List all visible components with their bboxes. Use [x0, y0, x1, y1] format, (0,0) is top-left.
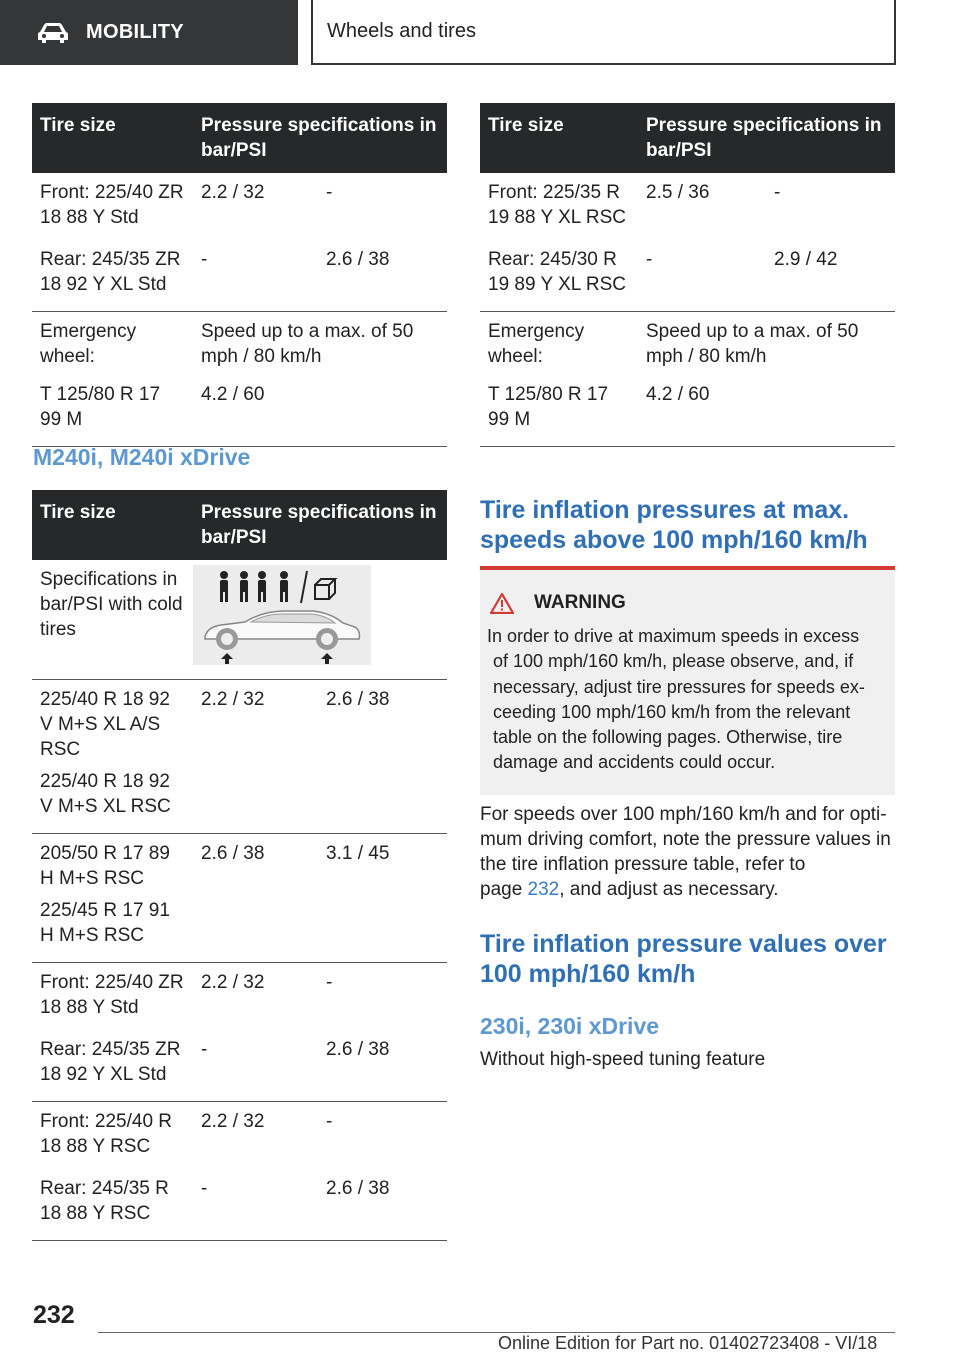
pressure-table-top-right — [480, 103, 895, 447]
pressure-cell: 2.6 / 38 — [318, 240, 447, 312]
table-row — [480, 312, 895, 376]
table-row — [32, 1102, 447, 1170]
header-pressure: Pressure specifications in bar/PSI — [193, 103, 447, 173]
pressure-cell: 2.6 / 38 — [318, 1169, 447, 1241]
tire-size-a: 225/40 R 18 92 V M+S XL A/S RSC — [40, 689, 170, 760]
pressure-cell: 2.6 / 38 — [318, 1030, 447, 1102]
emergency-speed: Speed up to a max. of 50 mph / 80 km/h — [646, 321, 859, 367]
paragraph-line: mum driving comfort, note the pressure values in — [480, 829, 891, 850]
warning-title: WARNING — [534, 592, 626, 613]
model-heading-m240i: M240i, M240i xDrive — [33, 444, 251, 470]
warning-triangle-icon — [490, 592, 514, 614]
header-tire-size: Tire size — [480, 103, 638, 173]
pressure-table-m240i — [32, 490, 447, 1241]
table-row — [480, 375, 895, 447]
tire-size-a: 205/50 R 17 89 H M+S RSC — [40, 843, 170, 889]
warning-box — [480, 566, 895, 795]
tire-size-cell — [32, 834, 193, 963]
warning-line: ceeding 100 mph/160 km/h from the relevant — [493, 701, 851, 722]
pressure-cell: - — [326, 1111, 333, 1132]
tire-size-cell: Front: 225/35 R 19 88 Y XL RSC — [488, 182, 627, 228]
car-icon — [36, 22, 70, 44]
warning-text — [487, 624, 885, 776]
pressure-cell: 2.2 / 32 — [201, 1111, 265, 1132]
pressure-cell: - — [326, 182, 333, 203]
pressure-cell: 2.6 / 38 — [193, 834, 318, 963]
warning-line: In order to drive at maximum speeds in excess — [487, 626, 860, 646]
table-row — [32, 963, 447, 1031]
table-row — [32, 240, 447, 312]
table-row — [32, 560, 447, 680]
chapter-title: Wheels and tires — [327, 20, 476, 42]
note-230i: Without high-speed tuning feature — [480, 1049, 766, 1070]
emergency-size: T 125/80 R 17 99 M — [32, 375, 193, 447]
table-row — [32, 173, 447, 240]
tire-size-cell: Rear: 245/30 R 19 89 Y XL RSC — [480, 240, 638, 312]
warning-line: necessary, adjust tire pressures for speeds ex‐ — [493, 676, 865, 697]
tire-size-b: 225/40 R 18 92 V M+S XL RSC — [40, 771, 171, 817]
table-row — [32, 834, 447, 963]
table-row — [480, 173, 895, 240]
emergency-value: 4.2 / 60 — [638, 375, 895, 447]
pressure-cell: 2.2 / 32 — [201, 972, 265, 993]
tire-size-b: 225/45 R 17 91 H M+S RSC — [40, 900, 170, 946]
pressure-cell: - — [326, 972, 333, 993]
warning-line: damage and accidents could occur. — [493, 752, 776, 773]
pressure-cell: - — [774, 182, 781, 203]
table-header-row — [32, 103, 447, 173]
spec-label: Specifications in bar/PSI with cold tires — [32, 560, 193, 680]
tire-size-cell: Rear: 245/35 ZR 18 92 Y XL Std — [32, 1030, 193, 1102]
paragraph-line: the tire inflation pressure table, refer to — [480, 854, 806, 875]
section-title: MOBILITY — [86, 21, 184, 43]
warning-line: table on the following pages. Otherwise, tire — [493, 727, 843, 748]
tire-size-cell — [32, 680, 193, 834]
load-diagram-cell — [193, 560, 447, 680]
section-tab — [0, 0, 298, 65]
emergency-value: 4.2 / 60 — [193, 375, 447, 447]
warning-line: of 100 mph/160 km/h, please observe, and, if — [493, 651, 854, 672]
pressure-cell: - — [193, 240, 318, 312]
pressure-cell: 2.5 / 36 — [646, 182, 710, 203]
pressure-cell: 2.6 / 38 — [318, 680, 447, 834]
page-ref-prefix: page — [480, 879, 528, 900]
pressure-cell: - — [193, 1169, 318, 1241]
tire-size-cell: Rear: 245/35 ZR 18 92 Y XL Std — [32, 240, 193, 312]
page-ref-suffix: , and adjust as necessary. — [559, 879, 779, 900]
table-header-row — [32, 490, 447, 560]
table-row — [480, 240, 895, 312]
pressure-cell: - — [193, 1030, 318, 1102]
edition-note: Online Edition for Part no. 01402723408 - VI/18 — [498, 1333, 878, 1353]
tire-size-cell: Front: 225/40 R 18 88 Y RSC — [40, 1111, 173, 1157]
table-header-row — [480, 103, 895, 173]
header-pressure: Pressure specifications in bar/PSI — [638, 103, 895, 173]
emergency-speed: Speed up to a max. of 50 mph / 80 km/h — [201, 321, 414, 367]
emergency-size: T 125/80 R 17 99 M — [480, 375, 638, 447]
table-row — [32, 312, 447, 376]
heading-max-speed: Tire inflation pressures at max. speeds above 100 mph/160 km/h — [480, 496, 868, 554]
heading-pressure-values: Tire inflation pressure values over 100 mph/160 km/h — [480, 930, 887, 988]
speed-paragraph — [480, 802, 891, 902]
table-row — [32, 375, 447, 447]
pressure-cell: 2.2 / 32 — [193, 680, 318, 834]
chapter-tab — [311, 0, 896, 65]
page-ref-link[interactable]: 232 — [527, 879, 560, 900]
emergency-label: Emergency wheel: — [40, 321, 137, 367]
tire-size-cell: Front: 225/40 ZR 18 88 Y Std — [40, 972, 184, 1018]
pressure-cell: - — [638, 240, 766, 312]
pressure-cell: 2.2 / 32 — [201, 182, 265, 203]
pressure-cell: 3.1 / 45 — [318, 834, 447, 963]
table-row — [32, 1030, 447, 1102]
table-row — [32, 680, 447, 834]
paragraph-line: For speeds over 100 mph/160 km/h and for opti‐ — [480, 804, 887, 825]
paragraph-line — [480, 877, 891, 902]
emergency-label: Emergency wheel: — [488, 321, 585, 367]
tire-size-cell: Rear: 245/35 R 18 88 Y RSC — [32, 1169, 193, 1241]
pressure-table-top-left — [32, 103, 447, 447]
header-tire-size: Tire size — [32, 103, 193, 173]
header-pressure: Pressure specifications in bar/PSI — [193, 490, 447, 560]
tire-size-cell: Front: 225/40 ZR 18 88 Y Std — [40, 182, 184, 228]
warning-title-row — [487, 592, 885, 614]
header-tire-size: Tire size — [32, 490, 193, 560]
pressure-cell: 2.9 / 42 — [766, 240, 895, 312]
model-heading-230i: 230i, 230i xDrive — [480, 1013, 660, 1039]
table-row — [32, 1169, 447, 1241]
page-number: 232 — [33, 1301, 75, 1329]
load-diagram-icon — [193, 565, 371, 665]
